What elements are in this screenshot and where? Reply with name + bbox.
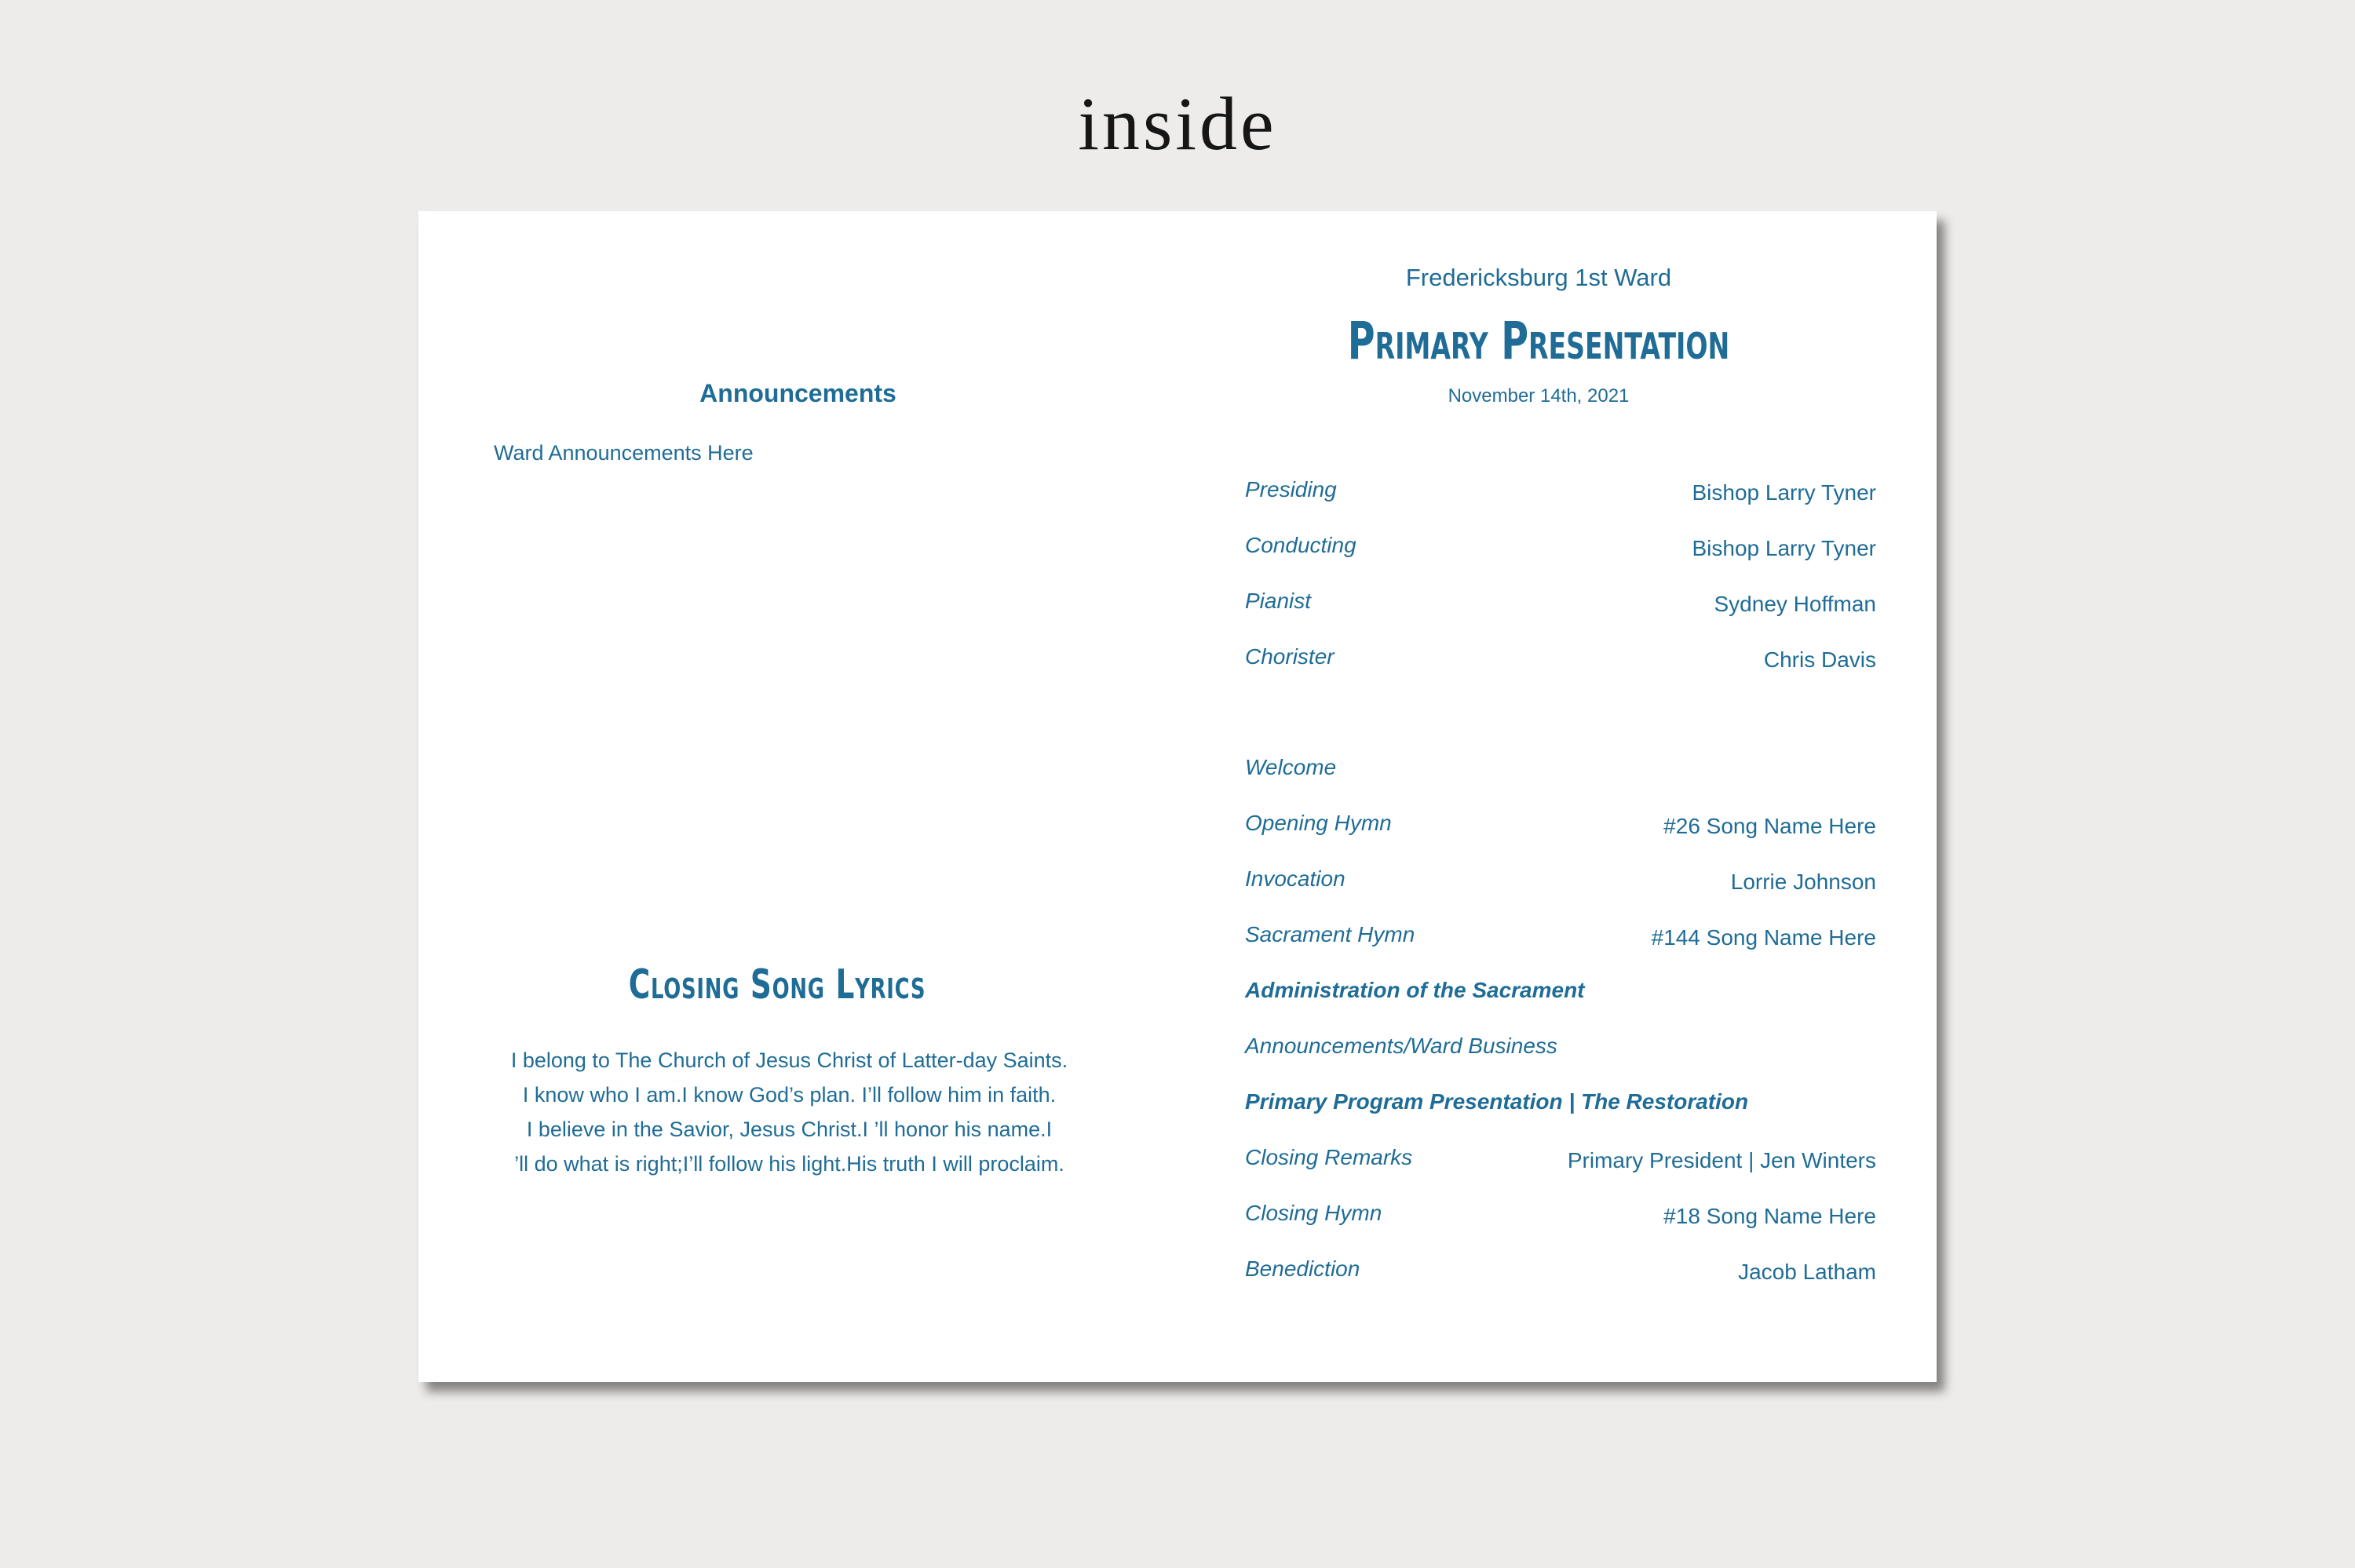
row-role: Primary Program Presentation | The Restoration — [1245, 1089, 1749, 1114]
lyric-line: I belong to The Church of Jesus Christ of Latter-day Saints. — [510, 1048, 1068, 1072]
closing-song-title: Closing Song Lyrics — [628, 961, 926, 1008]
row-name: Primary President | Jen Winters — [1567, 1148, 1876, 1172]
row-role: Welcome — [1245, 755, 1337, 779]
program-row-presiding — [1245, 476, 1876, 508]
program-row-opening-hymn — [1245, 810, 1876, 841]
program-row-announcements — [1245, 1033, 1876, 1064]
row-name: #18 Song Name Here — [1663, 1204, 1876, 1228]
program-row-chorister — [1245, 644, 1876, 675]
row-role: Presiding — [1245, 477, 1337, 501]
program-row-presentation — [1245, 1088, 1876, 1120]
row-role: Conducting — [1245, 533, 1356, 557]
row-role: Benediction — [1245, 1256, 1360, 1281]
left-panel — [418, 211, 1178, 1382]
ward-name: Fredericksburg 1st Ward — [1405, 264, 1672, 291]
lyric-line: I know who I am.I know God’s plan. I’ll follow him in faith. — [522, 1083, 1057, 1107]
lyrics-block — [418, 1043, 1160, 1181]
row-role: Closing Hymn — [1245, 1201, 1382, 1225]
row-role: Announcements/Ward Business — [1245, 1034, 1557, 1058]
row-name: Bishop Larry Tyner — [1692, 536, 1876, 560]
page-caption: inside — [1078, 82, 1277, 166]
program-row-conducting — [1245, 532, 1876, 563]
announcements-body: Ward Announcements Here — [494, 441, 754, 465]
program-row-pianist — [1245, 588, 1876, 619]
program-row-closing-hymn — [1245, 1200, 1876, 1231]
row-role: Chorister — [1245, 644, 1334, 669]
right-panel — [1178, 211, 1937, 1382]
program-row-administration — [1245, 977, 1876, 1008]
row-name: Sydney Hoffman — [1714, 592, 1876, 616]
program-row-closing-remarks — [1245, 1144, 1876, 1176]
program-date: November 14th, 2021 — [1448, 385, 1630, 407]
program-sheet — [418, 211, 1937, 1382]
row-name: Chris Davis — [1763, 647, 1876, 672]
row-name: #144 Song Name Here — [1651, 925, 1876, 950]
program-row-benediction — [1245, 1256, 1876, 1287]
row-role: Closing Remarks — [1245, 1145, 1413, 1169]
announcements-title: Announcements — [699, 379, 896, 407]
row-name: Lorrie Johnson — [1730, 870, 1876, 894]
program-row-welcome — [1245, 754, 1876, 786]
row-name: #26 Song Name Here — [1663, 814, 1876, 838]
row-role: Administration of the Sacrament — [1245, 978, 1585, 1002]
program-title: Primary Presentation — [1347, 311, 1730, 371]
row-role: Opening Hymn — [1245, 811, 1392, 835]
row-role: Pianist — [1245, 589, 1312, 613]
program-row-invocation — [1245, 866, 1876, 897]
lyric-line: I believe in the Savior, Jesus Christ.I ’ll honor his name.I — [526, 1118, 1053, 1141]
lyric-line: ’ll do what is right;I’ll follow his light.His truth I will proclaim. — [514, 1152, 1064, 1176]
row-name: Bishop Larry Tyner — [1692, 480, 1876, 505]
row-role: Sacrament Hymn — [1245, 922, 1415, 946]
program-row-sacrament-hymn — [1245, 921, 1876, 953]
row-name: Jacob Latham — [1738, 1260, 1876, 1284]
row-role: Invocation — [1245, 866, 1345, 891]
